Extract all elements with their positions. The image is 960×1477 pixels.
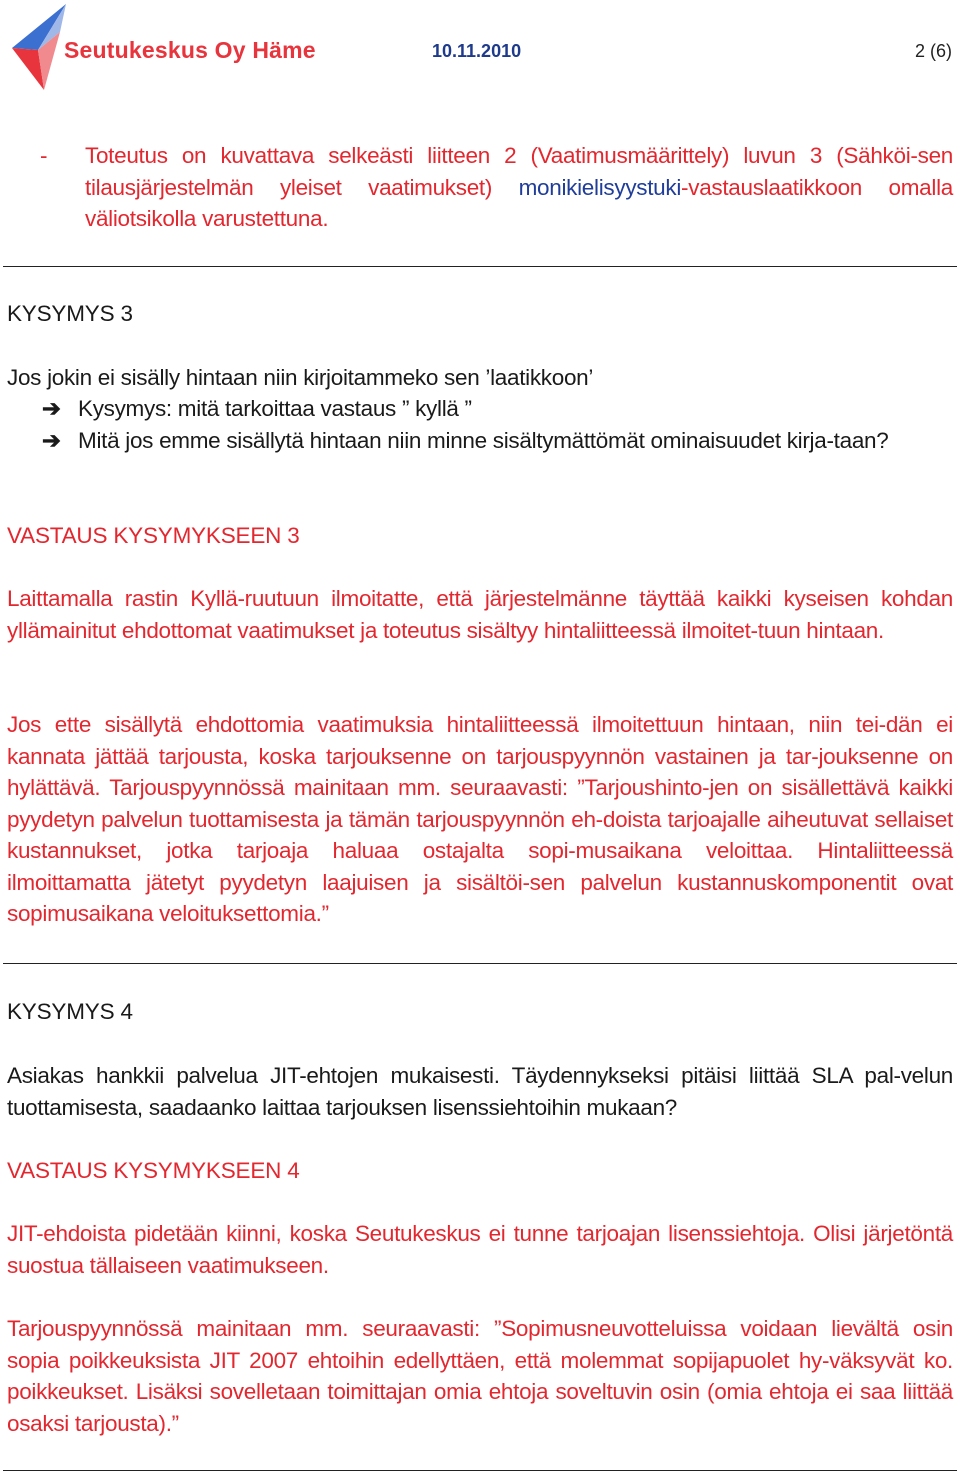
question-4-text: Asiakas hankkii palvelua JIT-ehtojen mukaisesti. Täydennykseksi pitäisi liittää SLA pal-velun tuottamisesta, saadaanko laittaa tarjouksen lisenssiehtoihin mukaan?: [7, 1063, 953, 1120]
arrow-right-icon: ➔: [42, 396, 61, 421]
page-number: 2 (6): [914, 41, 952, 61]
section-divider: [3, 963, 957, 964]
answer-3-paragraph-2: Jos ette sisällytä ehdottomia vaatimuksia hintaliitteessä ilmoitettuun hintaan, niin tei-dän ei kannata jättää tarjousta, koska tarjouksenne on tarjouspyynnön vastainen ja tar-jouksenne on hylättävä. Tarjouspyynnössä mainitaan mm. seuraavasti: ”Tarjoushinto-jen on sisällettävä kaikki pyydetyn palvelun tuottamisesta ja tämän tarjouspyynnön eh-doista tarjoajalle aiheutuvat sellaiset kustannukset, jotka tarjoaja haluaa ostajalta sopi-musaikana veloittaa. Hintaliitteessä ilmoittamatta jätetyt pyydetyn laajuisen ja sisältöi-sen palvelun kustannuskomponentit ovat sopimusaikana veloituksettomia.”: [7, 712, 953, 926]
bullet-dash: -: [40, 143, 48, 168]
answer-3-heading: VASTAUS KYSYMYKSEEN 3: [7, 523, 300, 548]
answer-4-paragraph-1: JIT-ehdoista pidetään kiinni, koska Seutukeskus ei tunne tarjoajan lisenssiehtoja. Olisi järjetöntä suostua tällaiseen vaatimukseen.: [7, 1221, 953, 1278]
answer-3-paragraph-1: Laittamalla rastin Kyllä-ruutuun ilmoitatte, että järjestelmänne täyttää kaikki kyseisen kohdan yllämainitut ehdottomat vaatimukset ja toteutus sisältyy hintaliitteessä ilmoitet-tuun hintaan.: [7, 586, 953, 643]
question-3-text: Jos jokin ei sisälly hintaan niin kirjoitammeko sen ’laatikkoon’: [7, 365, 594, 390]
question-3-heading: KYSYMYS 3: [7, 301, 133, 326]
document-date: 10.11.2010: [432, 41, 522, 61]
section-divider: [3, 1470, 957, 1471]
section-divider: [3, 266, 957, 267]
company-name: Seutukeskus Oy Häme: [64, 37, 316, 63]
bullet-text-part-2: -vastauslaatikkoon omalla väliotsikolla varustettuna.: [85, 174, 953, 231]
arrow-right-icon: ➔: [42, 428, 61, 453]
bullet-text: [85, 140, 953, 235]
page-header: [0, 0, 960, 95]
seutukeskus-logo: [8, 2, 72, 92]
bullet-text-highlight: monikielisyystuki: [518, 174, 682, 200]
bullet-text-part-1: Toteutus on kuvattava selkeästi liitteen 2 (Vaatimusmäärittely) luvun 3 (Sähköi-sen tilausjärjestelmän yleiset vaatimukset): [85, 143, 953, 200]
subpoint-text: Mitä jos emme sisällytä hintaan niin minne sisältymättömät ominaisuudet kirja-taan?: [78, 428, 889, 453]
answer-4-heading: VASTAUS KYSYMYKSEEN 4: [7, 1158, 300, 1183]
subpoint-text: Kysymys: mitä tarkoittaa vastaus ” kyllä ”: [78, 396, 472, 421]
answer-4-paragraph-2: Tarjouspyynnössä mainitaan mm. seuraavasti: ”Sopimusneuvotteluissa voidaan lievältä osin sopia poikkeuksista JIT 2007 ehtoihin edellyttäen, että molemmat sopijapuolet hy-väksyvät ko. poikkeukset. Lisäksi sovelletaan toimittajan omia ehtoja soveltuvin osin (omia ehtoja ei saa liittää osaksi tarjousta).”: [7, 1316, 953, 1436]
question-4-heading: KYSYMYS 4: [7, 999, 133, 1024]
